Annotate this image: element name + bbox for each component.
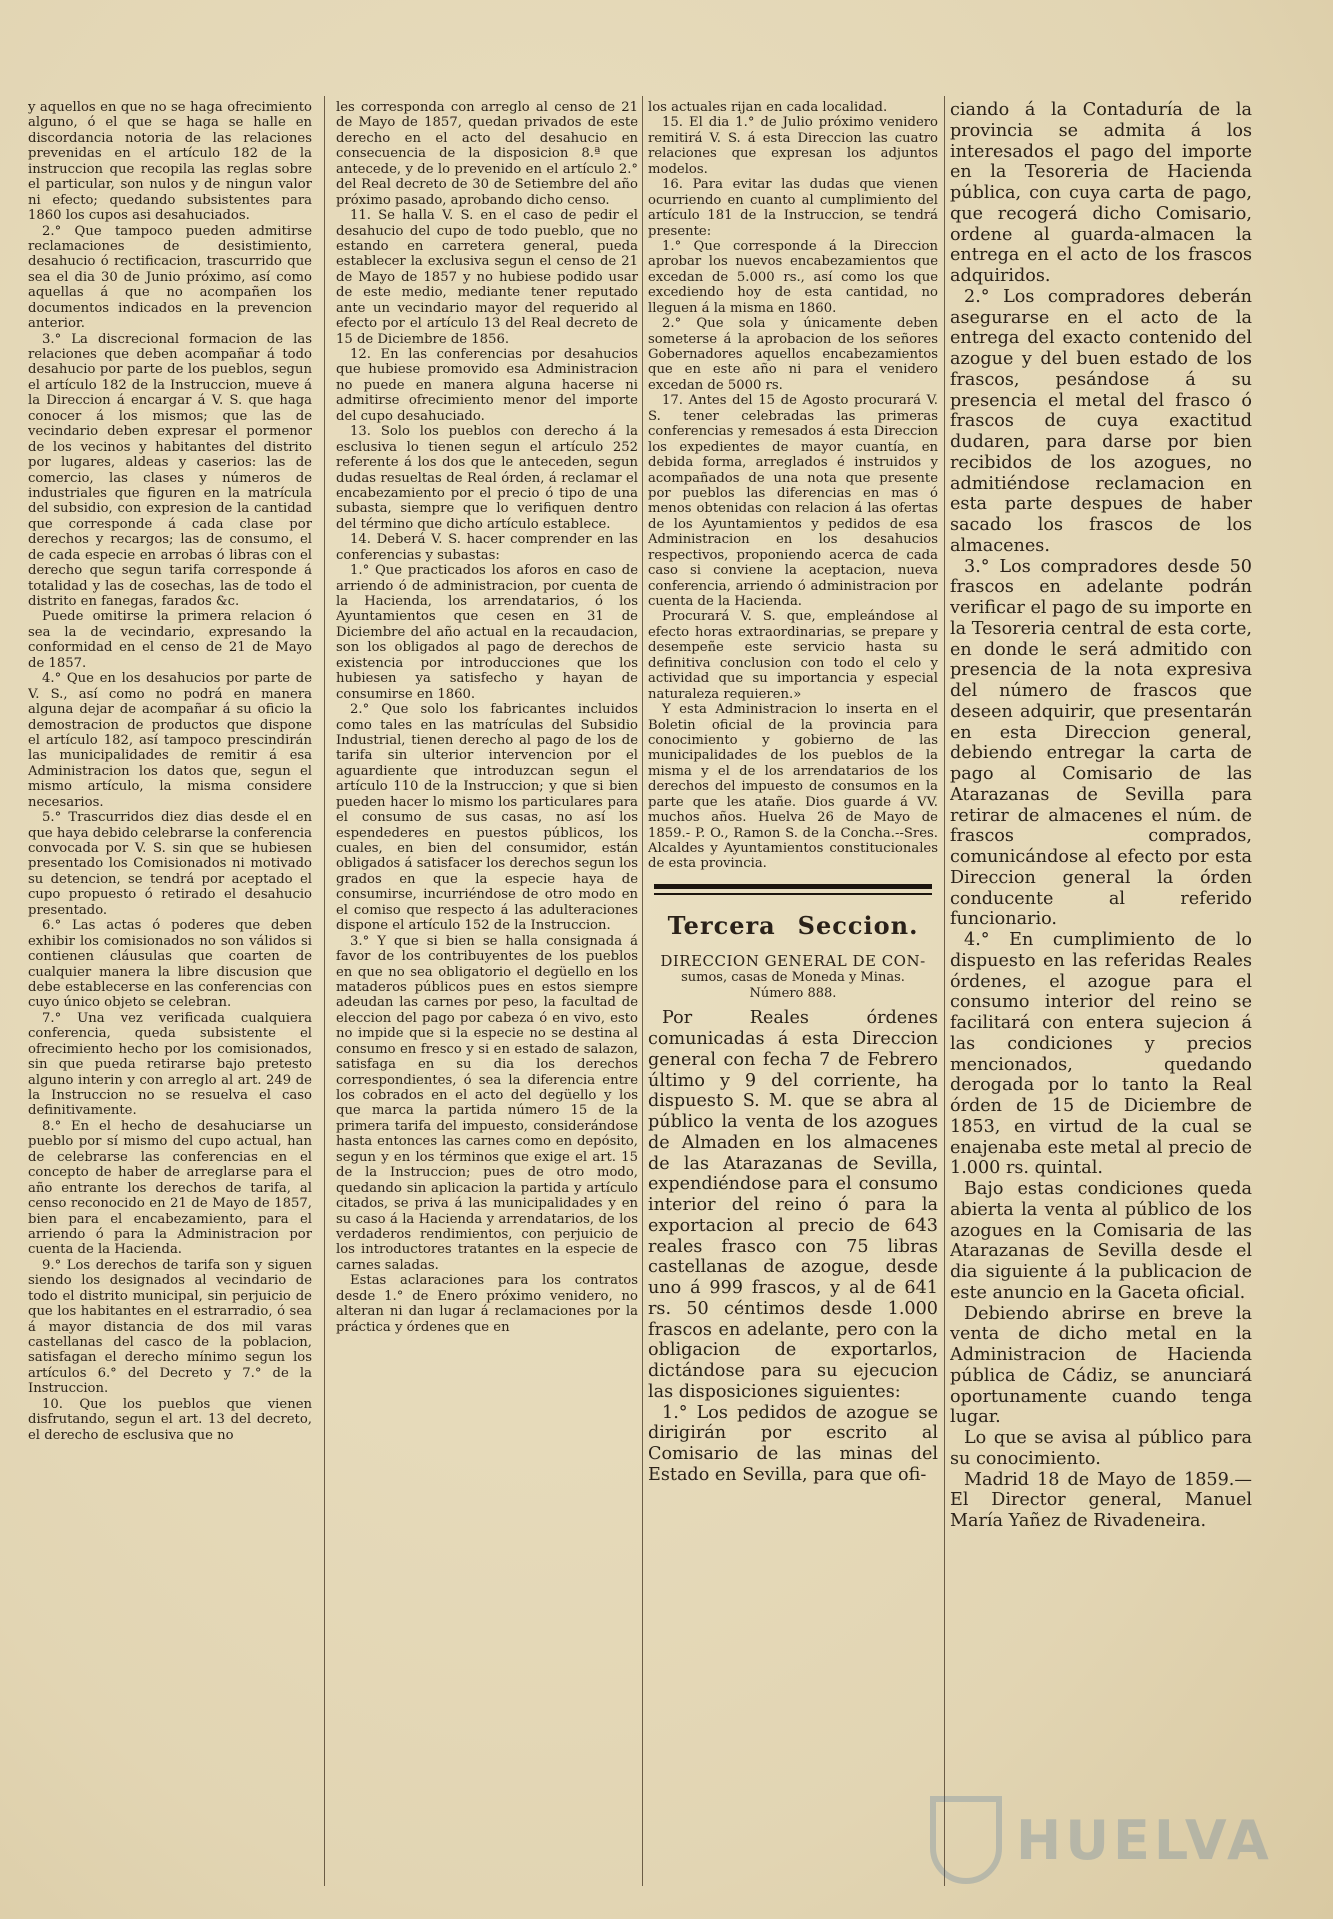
paragraph: Madrid 18 de Mayo de 1859.—El Director general, Manuel María Yañez de Rivadeneira. (950, 1469, 1252, 1531)
paragraph: Estas aclaraciones para los contratos desde 1.° de Enero próximo venidero, no alteran ni dan lugar á reclamaciones por la práctica y órdenes que en (336, 1273, 638, 1335)
paragraph: 17. Antes del 15 de Agosto procurará V. S. tener celebradas las primeras conferencias y remesados á esta Direccion los expedientes de mayor cuantía, en debida forma, arreglados é instruidos y acompañados de una nota que presente por pueblos las diferencias en mas ó menos obtenidas con relacion á las ofertas de los Ayuntamientos y pedidos de esa Administracion en los desahucios respectivos, proponiendo acerca de cada caso si conviene la aceptacion, nueva conferencia, arriendo ó administracion por cuenta de la Hacienda. (648, 393, 938, 609)
column-divider (642, 96, 643, 1886)
paragraph: 16. Para evitar las dudas que vienen ocurriendo en cuanto al cumplimiento del artículo 181 de la Instruccion, se tendrá presente: (648, 177, 938, 239)
paragraph: 15. El dia 1.° de Julio próximo venidero remitirá V. S. á esta Direccion las cuatro relaciones que expresan los adjuntos modelos. (648, 115, 938, 177)
paragraph: 1.° Los pedidos de azogue se dirigirán por escrito al Comisario de las minas del Estado en Sevilla, para que ofi- (648, 1402, 938, 1485)
paragraph: 5.° Trascurridos diez dias desde el en que haya debido celebrarse la conferencia convocada por V. S. sin que se hubiesen presentado los Comisionados ni motivado su detencion, se tendrá por aceptado el cupo propuesto ó retirado el desahucio presentado. (28, 810, 312, 918)
paragraph: 12. En las conferencias por desahucios que hubiese promovido esa Administracion no puede en manera alguna hacerse ni admitirse ofrecimiento menor del importe del cupo desahuciado. (336, 347, 638, 424)
column-3 (648, 100, 938, 1900)
column-1 (28, 100, 312, 1900)
direccion-heading: DIRECCION GENERAL DE CON- (660, 951, 926, 970)
paragraph: 3.° La discrecional formacion de las relaciones que deben acompañar á todo desahucio por parte de los pueblos, segun el artículo 182 de la Instruccion, mueve á la Direccion á encargar á V. S. que haga conocer á los mismos; que las de vecindario deben expresar el pormenor de los vecinos y habitantes del distrito por lugares, aldeas y caserios: las de comercio, las clases y números de industriales que figuren en la matrícula del subsidio, con expresion de la cantidad que corresponde á cada clase por derechos y recargos; las de consumo, el de cada especie en arrobas ó libras con el derecho que segun tarifa corresponde á totalidad y las de cosechas, las de todo el distrito en fanegas, farados &c. (28, 331, 312, 609)
paragraph: 1.° Que corresponde á la Direccion aprobar los nuevos encabezamientos que excedan de 5.000 rs., así como los que excediendo hoy de esta cantidad, no lleguen á la misma en 1860. (648, 238, 938, 316)
paragraph: 1.° Que practicados los aforos en caso de arriendo ó de administracion, por cuenta de la Hacienda, los arrendatarios, ó los Ayuntamientos que cesen en 31 de Diciembre del año actual en la recaudacion, son los obligados al pago de derechos de existencia por introducciones que los hubiesen ya satisfecho y hayan de consumirse en 1860. (336, 563, 638, 702)
column-divider (324, 96, 325, 1886)
archive-watermark (930, 1788, 1300, 1892)
direccion-subheading (648, 970, 938, 1003)
paragraph: 3.° Y que si bien se halla consignada á favor de los contribuyentes de los pueblos en que no sea obligatorio el degüello en los mataderos públicos pues en estos siempre adeudan las carnes por peso, la facultad de eleccion del pago por cabeza ó en vivo, esto no impide que si la especie no se destina al consumo en fresco y si en estado de salazon, satisfaga en su dia los derechos correspondientes, ó sea la diferencia entre los cobrados en el acto del degüello y los que marca la partida número 15 de la primera tarifa del impuesto, considerándose hasta entonces las carnes como en depósito, segun y en los términos que exige el art. 15 de la Instruccion; pues de otro modo, quedando sin aplicacion la partida y artículo citados, se priva á las municipalidades y en su caso á la Hacienda y arrendatarios, de los verdaderos rendimientos, con perjuicio de los introductores tratantes en la especie de carnes saladas. (336, 933, 638, 1273)
column-3-top (648, 100, 938, 872)
column-divider (944, 96, 945, 1886)
section-rule-thick (654, 884, 932, 889)
paragraph: Y esta Administracion lo inserta en el Boletin oficial de la provincia para conocimiento y gobierno de las municipalidades de los pueblos de la misma y el de los arrendatarios de los derechos del impuesto de consumos en la parte que les atañe. Dios guarde á VV. muchos años. Huelva 26 de Mayo de 1859.- P. O., Ramon S. de la Concha.--Sres. Alcaldes y Ayuntamientos constitucionales de esta provincia. (648, 702, 938, 872)
paragraph: 2.° Que sola y únicamente deben someterse á la aprobacion de los señores Gobernadores aquellos encabezamientos que en este año ni para el venidero excedan de 5000 rs. (648, 316, 938, 393)
section-rule-thin (654, 893, 932, 895)
paragraph: 2.° Los compradores deberán asegurarse en el acto de la entrega del exacto contenido del azogue y del buen estado de los frascos, pesándose á su presencia el metal del frasco ó frascos de cuya exactitud dudaren, para darse por bien recibidos de los azogues, no admitiéndose reclamacion en esta parte despues de haber sacado los frascos de los almacenes. (950, 286, 1252, 556)
paragraph: Puede omitirse la primera relacion ó sea la de vecindario, expresando la conformidad en el censo de 21 de Mayo de 1857. (28, 609, 312, 671)
paragraph: ciando á la Contaduría de la provincia se admita á los interesados el pago del importe en la Tesoreria de Hacienda pública, con cuya carta de pago, que recogerá dicho Comisario, ordene al guarda-almacen la entrega en el acto de los frascos adquiridos. (950, 100, 1252, 286)
paragraph: 13. Solo los pueblos con derecho á la esclusiva lo tienen segun el artículo 252 referente á los dos que le anteceden, segun dudas resueltas de Real órden, á reclamar el encabezamiento por el precio ó tipo de una subasta, siempre que lo verifiquen dentro del término que dicho artículo establece. (336, 424, 638, 532)
paragraph: les corresponda con arreglo al censo de 21 de Mayo de 1857, quedan privados de este derecho en el acto del desahucio en consecuencia de la disposicion 8.ª que antecede, y de lo prevenido en el artículo 2.° del Real decreto de 30 de Setiembre del año próximo pasado, aprobando dicho censo. (336, 100, 638, 208)
column-2 (336, 100, 638, 1900)
column-3-bottom (648, 1008, 938, 1485)
paragraph: Lo que se avisa al público para su conocimiento. (950, 1428, 1252, 1469)
column-4 (950, 100, 1252, 1900)
paragraph: 8.° En el hecho de desahuciarse un pueblo por sí mismo del cupo actual, han de celebrarse las conferencias en el concepto de haber de arreglarse para el año entrante los derechos de tarifa, al censo reconocido en 21 de Mayo de 1857, bien para el encabezamiento, para el arriendo ó para la Administracion por cuenta de la Hacienda. (28, 1118, 312, 1258)
paragraph: 9.° Los derechos de tarifa son y siguen siendo los designados al vecindario de todo el distrito municipal, sin perjuicio de que los habitantes en el estrarradio, ó sea á mayor distancia de dos mil varas castellanas del casco de la poblacion, satisfagan el derecho mínimo segun los artículos 6.° del Decreto y 7.° de la Instruccion. (28, 1257, 312, 1397)
section-title-word1: Tercera (667, 910, 776, 940)
paragraph: y aquellos en que no se haga ofrecimiento alguno, ó el que se haga se halle en discordancia notoria de las relaciones prevenidas en el artículo 182 de la instruccion que recopila las reglas sobre el particular, son nulos y de ningun valor ni efecto; quedando subsistentes para 1860 los cupos asi desahuciados. (28, 100, 312, 224)
section-title (648, 911, 938, 940)
paragraph: 3.° Los compradores desde 50 frascos en adelante podrán verificar el pago de su importe en la Tesoreria central de esta corte, en donde le será admitido con presencia de la nota expresiva del número de frascos que deseen adquirir, que presentarán en esta Direccion general, debiendo entregar la carta de pago al Comisario de las Atarazanas de Sevilla para retirar de almacenes el núm. de frascos comprados, comunicándose al efecto por esta Direccion general la órden conducente al referido funcionario. (950, 556, 1252, 930)
paragraph: Procurará V. S. que, empleándose al efecto horas extraordinarias, se prepare y desempeñe este servicio hasta su definitiva conclusion con todo el celo y actividad que su importancia y especial naturaleza requieren.» (648, 609, 938, 702)
paragraph: 2.° Que tampoco pueden admitirse reclamaciones de desistimiento, desahucio ó rectificacion, trascurrido que sea el dia 30 de Junio próximo, así como aquellas á que no acompañen los documentos indicados en la prevencion anterior. (28, 223, 312, 332)
section-title-word2: Seccion. (797, 910, 919, 940)
paragraph: 10. Que los pueblos que vienen disfrutando, segun el art. 13 del decreto, el derecho de esclusiva que no (28, 1396, 312, 1443)
paragraph: 4.° Que en los desahucios por parte de V. S., así como no podrá en manera alguna dejar de acompañar á su oficio la demostracion de productos que dispone el artículo 182, así tampoco prescindirán las municipalidades de remitir á esa Administracion los datos que, segun el mismo artículo, la misma considere necesarios. (28, 671, 312, 810)
paragraph: 2.° Que solo los fabricantes incluidos como tales en las matrículas del Subsidio Industrial, tienen derecho al pago de los de tarifa sin ulterior intervencion por el aguardiente que introduzcan segun el artículo 110 de la Instruccion; y que si bien pueden hacer lo mismo los particulares para el consumo de sus casas, no así los espendederes en puestos públicos, los cuales, en bien del consumidor, están obligados á satisfacer los derechos segun los grados en que la especie haya de consumirse, incurriéndose de otro modo en el comiso que respecto á las adulteraciones dispone el artículo 152 de la Instruccion. (336, 702, 638, 934)
paragraph: 7.° Una vez verificada cualquiera conferencia, queda subsistente el ofrecimiento hecho por los comisionados, sin que pueda retirarse bajo pretesto alguno interin y con arreglo al art. 249 de la Instruccion no se resuelva el caso definitivamente. (28, 1010, 312, 1119)
direccion-subheading-line1: sumos, casas de Moneda y Minas. (681, 969, 905, 985)
paragraph: 11. Se halla V. S. en el caso de pedir el desahucio del cupo de todo pueblo, que no estando en carretera general, pueda establecer la exclusiva segun el censo de 21 de Mayo de 1857 y no hubiese podido usar de este medio, mediante tener reputado ante un vecindario mayor del requerido al efecto por el artículo 13 del Real decreto de 15 de Diciembre de 1856. (336, 208, 638, 347)
paragraph: Por Reales órdenes comunicadas á esta Direccion general con fecha 7 de Febrero último y 9 del corriente, ha dispuesto S. M. que se abra al público la venta de los azogues de Almaden en los almacenes de las Atarazanas de Sevilla, expendiéndose para el consumo interior del reino ó para la exportacion al precio de 643 reales frasco con 75 libras castellanas de azogue, desde uno á 999 frascos, y al de 641 rs. 50 céntimos desde 1.000 frascos en adelante, pero con la obligacion de exportarlos, dictándose para su ejecucion las disposiciones siguientes: (648, 1008, 938, 1402)
watermark-text: HUELVA (1016, 1808, 1273, 1872)
paragraph: los actuales rijan en cada localidad. (648, 100, 888, 115)
paragraph: 14. Deberá V. S. hacer comprender en las conferencias y subastas: (336, 532, 638, 563)
direccion-number: Número 888. (749, 986, 837, 1002)
paragraph: Bajo estas condiciones queda abierta la venta al público de los azogues en la Comisaria de las Atarazanas de Sevilla desde el dia siguiente á la publicacion de este anuncio en la Gaceta oficial. (950, 1179, 1252, 1303)
paragraph: 6.° Las actas ó poderes que deben exhibir los comisionados no son válidos si contienen cláusulas que coarten de cualquier manera la libre discusion que debe establecerse en las conferencias con cuyo único objeto se celebran. (28, 918, 312, 1011)
seal-icon (930, 1796, 1002, 1884)
paragraph: Debiendo abrirse en breve la venta de dicho metal en la Administracion de Hacienda pública de Cádiz, se anunciará oportunamente cuando tenga lugar. (950, 1303, 1252, 1428)
paragraph: 4.° En cumplimiento de lo dispuesto en las referidas Reales órdenes, el azogue para el consumo interior del reino se facilitará con entera sujecion á las condiciones y precios mencionados, quedando derogada por lo tanto la Real órden de 15 de Diciembre de 1853, en virtud de la cual se enajenaba este metal al precio de 1.000 rs. quintal. (950, 930, 1252, 1179)
